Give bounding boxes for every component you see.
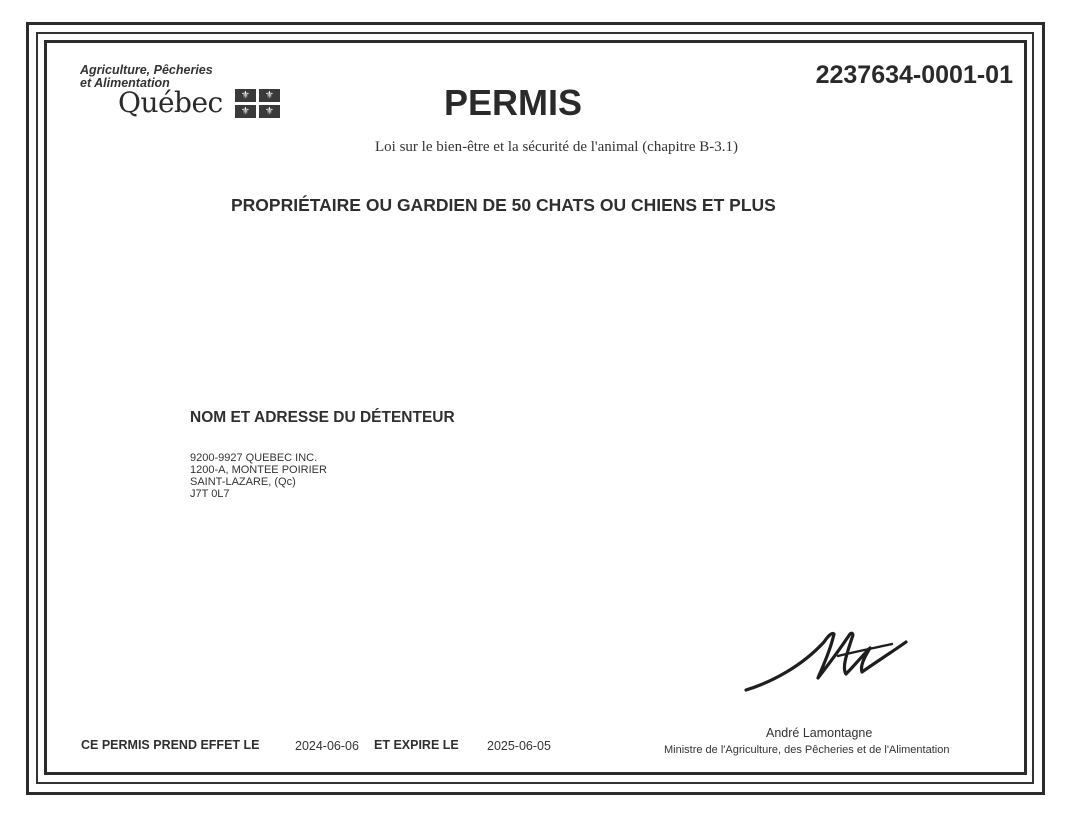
document-title: PERMIS — [444, 82, 583, 123]
law-reference: Loi sur le bien-être et la sécurité de l'animal (chapitre B-3.1) — [375, 139, 738, 155]
holder-address-line: 9200-9927 QUEBEC INC. — [190, 452, 318, 464]
effective-date-label: CE PERMIS PREND EFFET LE — [81, 738, 260, 752]
expiry-date-label: ET EXPIRE LE — [374, 738, 459, 752]
effective-date: 2024-06-06 — [295, 739, 359, 753]
quebec-logo-wordmark: Québec — [118, 86, 223, 119]
handwritten-signature — [742, 622, 912, 694]
expiry-date: 2025-06-05 — [487, 739, 551, 753]
holder-heading: NOM ET ADRESSE DU DÉTENTEUR — [190, 409, 455, 426]
holder-address-line: J7T 0L7 — [190, 488, 230, 500]
fleur-de-lis-icon: ⚜ — [259, 105, 280, 118]
signatory-title: Ministre de l'Agriculture, des Pêcheries et de l'Alimentation — [664, 744, 950, 756]
signatory-name: André Lamontagne — [766, 726, 873, 740]
ministry-name-line-2: et Alimentation — [80, 76, 170, 90]
permit-category: PROPRIÉTAIRE OU GARDIEN DE 50 CHATS OU CHIENS ET PLUS — [231, 195, 776, 215]
holder-address-line: 1200-A, MONTEE POIRIER — [190, 464, 327, 476]
ministry-name-line-1: Agriculture, Pêcheries — [80, 63, 213, 77]
fleur-de-lis-icon: ⚜ — [235, 105, 256, 118]
fleur-de-lis-flag-icon — [235, 89, 280, 118]
permit-number: 2237634-0001-01 — [815, 61, 1013, 89]
holder-address-line: SAINT-LAZARE, (Qc) — [190, 476, 296, 488]
fleur-de-lis-icon: ⚜ — [235, 89, 256, 102]
fleur-de-lis-icon: ⚜ — [259, 89, 280, 102]
